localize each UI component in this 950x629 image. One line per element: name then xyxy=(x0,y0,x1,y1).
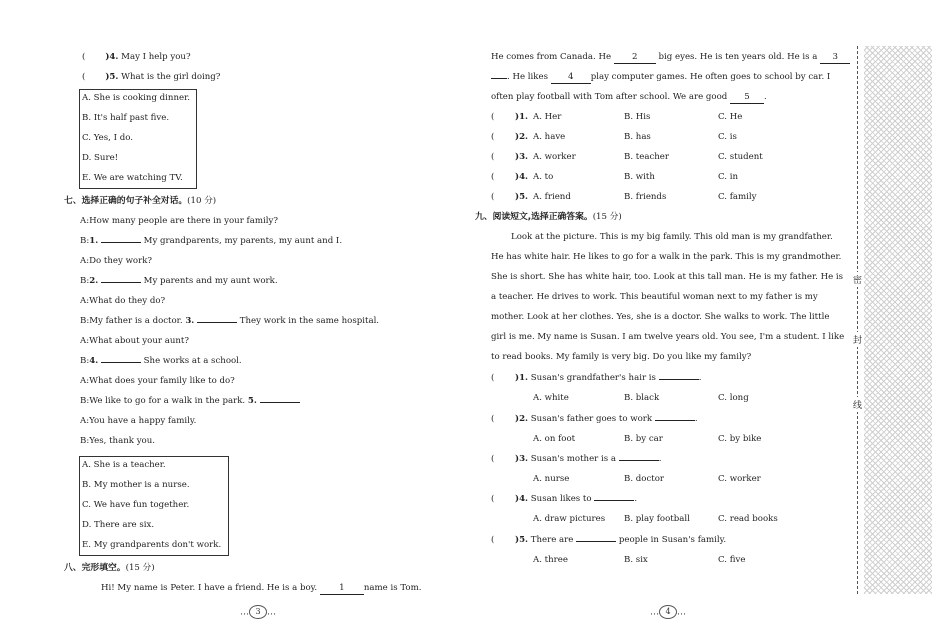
question-4-line: ( )4. May I help you? xyxy=(82,52,191,62)
dialog-line: B:We like to go for a walk in the park. 5. xyxy=(80,396,300,407)
dialog-line: B:My father is a doctor. 3. They work in the same hospital. xyxy=(80,316,380,326)
section-8-heading: 八、完形填空。(15 分) xyxy=(64,563,155,573)
seal-char: 密 xyxy=(853,272,862,287)
option-line: E. My grandparents don't work. xyxy=(82,540,222,550)
passage-line: She is short. She has white hair, too. Look at this tall man. He is my father. He is xyxy=(491,272,844,282)
passage-line: Look at the picture. This is my big family. This old man is my grandfather. xyxy=(511,232,833,242)
seal-dashed-line xyxy=(857,46,858,594)
passage-line: a teacher. He drives to work. This beautiful woman next to my father is my xyxy=(491,292,818,302)
dialog-line: B:Yes, thank you. xyxy=(80,436,155,446)
dialog-line: A:What do they do? xyxy=(80,296,166,306)
dialog-line: A:You have a happy family. xyxy=(80,416,197,426)
option-line: E. We are watching TV. xyxy=(82,173,183,183)
cloze-line: . He likes 4 play computer games. He often goes to school by car. I xyxy=(491,72,830,84)
option-line: D. Sure! xyxy=(82,153,119,163)
seal-char: 线 xyxy=(853,397,862,412)
passage-line: mother. Look at her clothes. Yes, she is a doctor. She walks to work. The little xyxy=(491,312,830,322)
section-9-heading: 九、阅读短文,选择正确答案。(15 分) xyxy=(475,212,622,222)
cloze-line: He comes from Canada. He 2 big eyes. He is ten years old. He is a 3 xyxy=(491,52,850,64)
option-line: C. We have fun together. xyxy=(82,500,190,510)
dialog-line: A:What does your family like to do? xyxy=(80,376,235,386)
passage-line: He has white hair. He likes to go for a walk in the park. This is my grandmother. xyxy=(491,252,842,262)
option-line: D. There are six. xyxy=(82,520,155,530)
binding-strip xyxy=(864,46,932,594)
section-7-heading: 七、选择正确的句子补全对话。(10 分) xyxy=(64,196,217,206)
question-5-line: ( )5. What is the girl doing? xyxy=(82,72,221,82)
page-number: … 4 … xyxy=(650,607,686,618)
dialog-line: A:Do they work? xyxy=(80,256,153,266)
cloze-line: often play football with Tom after school. We are good 5 . xyxy=(491,92,767,102)
option-line: B. It's half past five. xyxy=(82,113,170,123)
dialog-line: B:2. My parents and my aunt work. xyxy=(80,276,278,286)
seal-char: 封 xyxy=(853,332,862,347)
option-line: B. My mother is a nurse. xyxy=(82,480,190,490)
passage-line: to read books. My family is very big. Do you like my family? xyxy=(491,352,752,362)
page-number: … 3 … xyxy=(240,607,276,618)
passage-line: girl is me. My name is Susan. I am twelve years old. You see, I'm a student. I like xyxy=(491,332,845,342)
option-line: C. Yes, I do. xyxy=(82,133,133,143)
cloze-line: Hi! My name is Peter. I have a friend. He is a boy. 1 name is Tom. xyxy=(101,583,422,593)
dialog-line: B:1. My grandparents, my parents, my aunt and I. xyxy=(80,236,343,246)
dialog-line: A:How many people are there in your family? xyxy=(80,216,278,226)
option-line: A. She is cooking dinner. xyxy=(82,93,190,103)
dialog-line: A:What about your aunt? xyxy=(80,336,189,346)
dialog-line: B:4. She works at a school. xyxy=(80,356,242,366)
option-line: A. She is a teacher. xyxy=(82,460,166,470)
